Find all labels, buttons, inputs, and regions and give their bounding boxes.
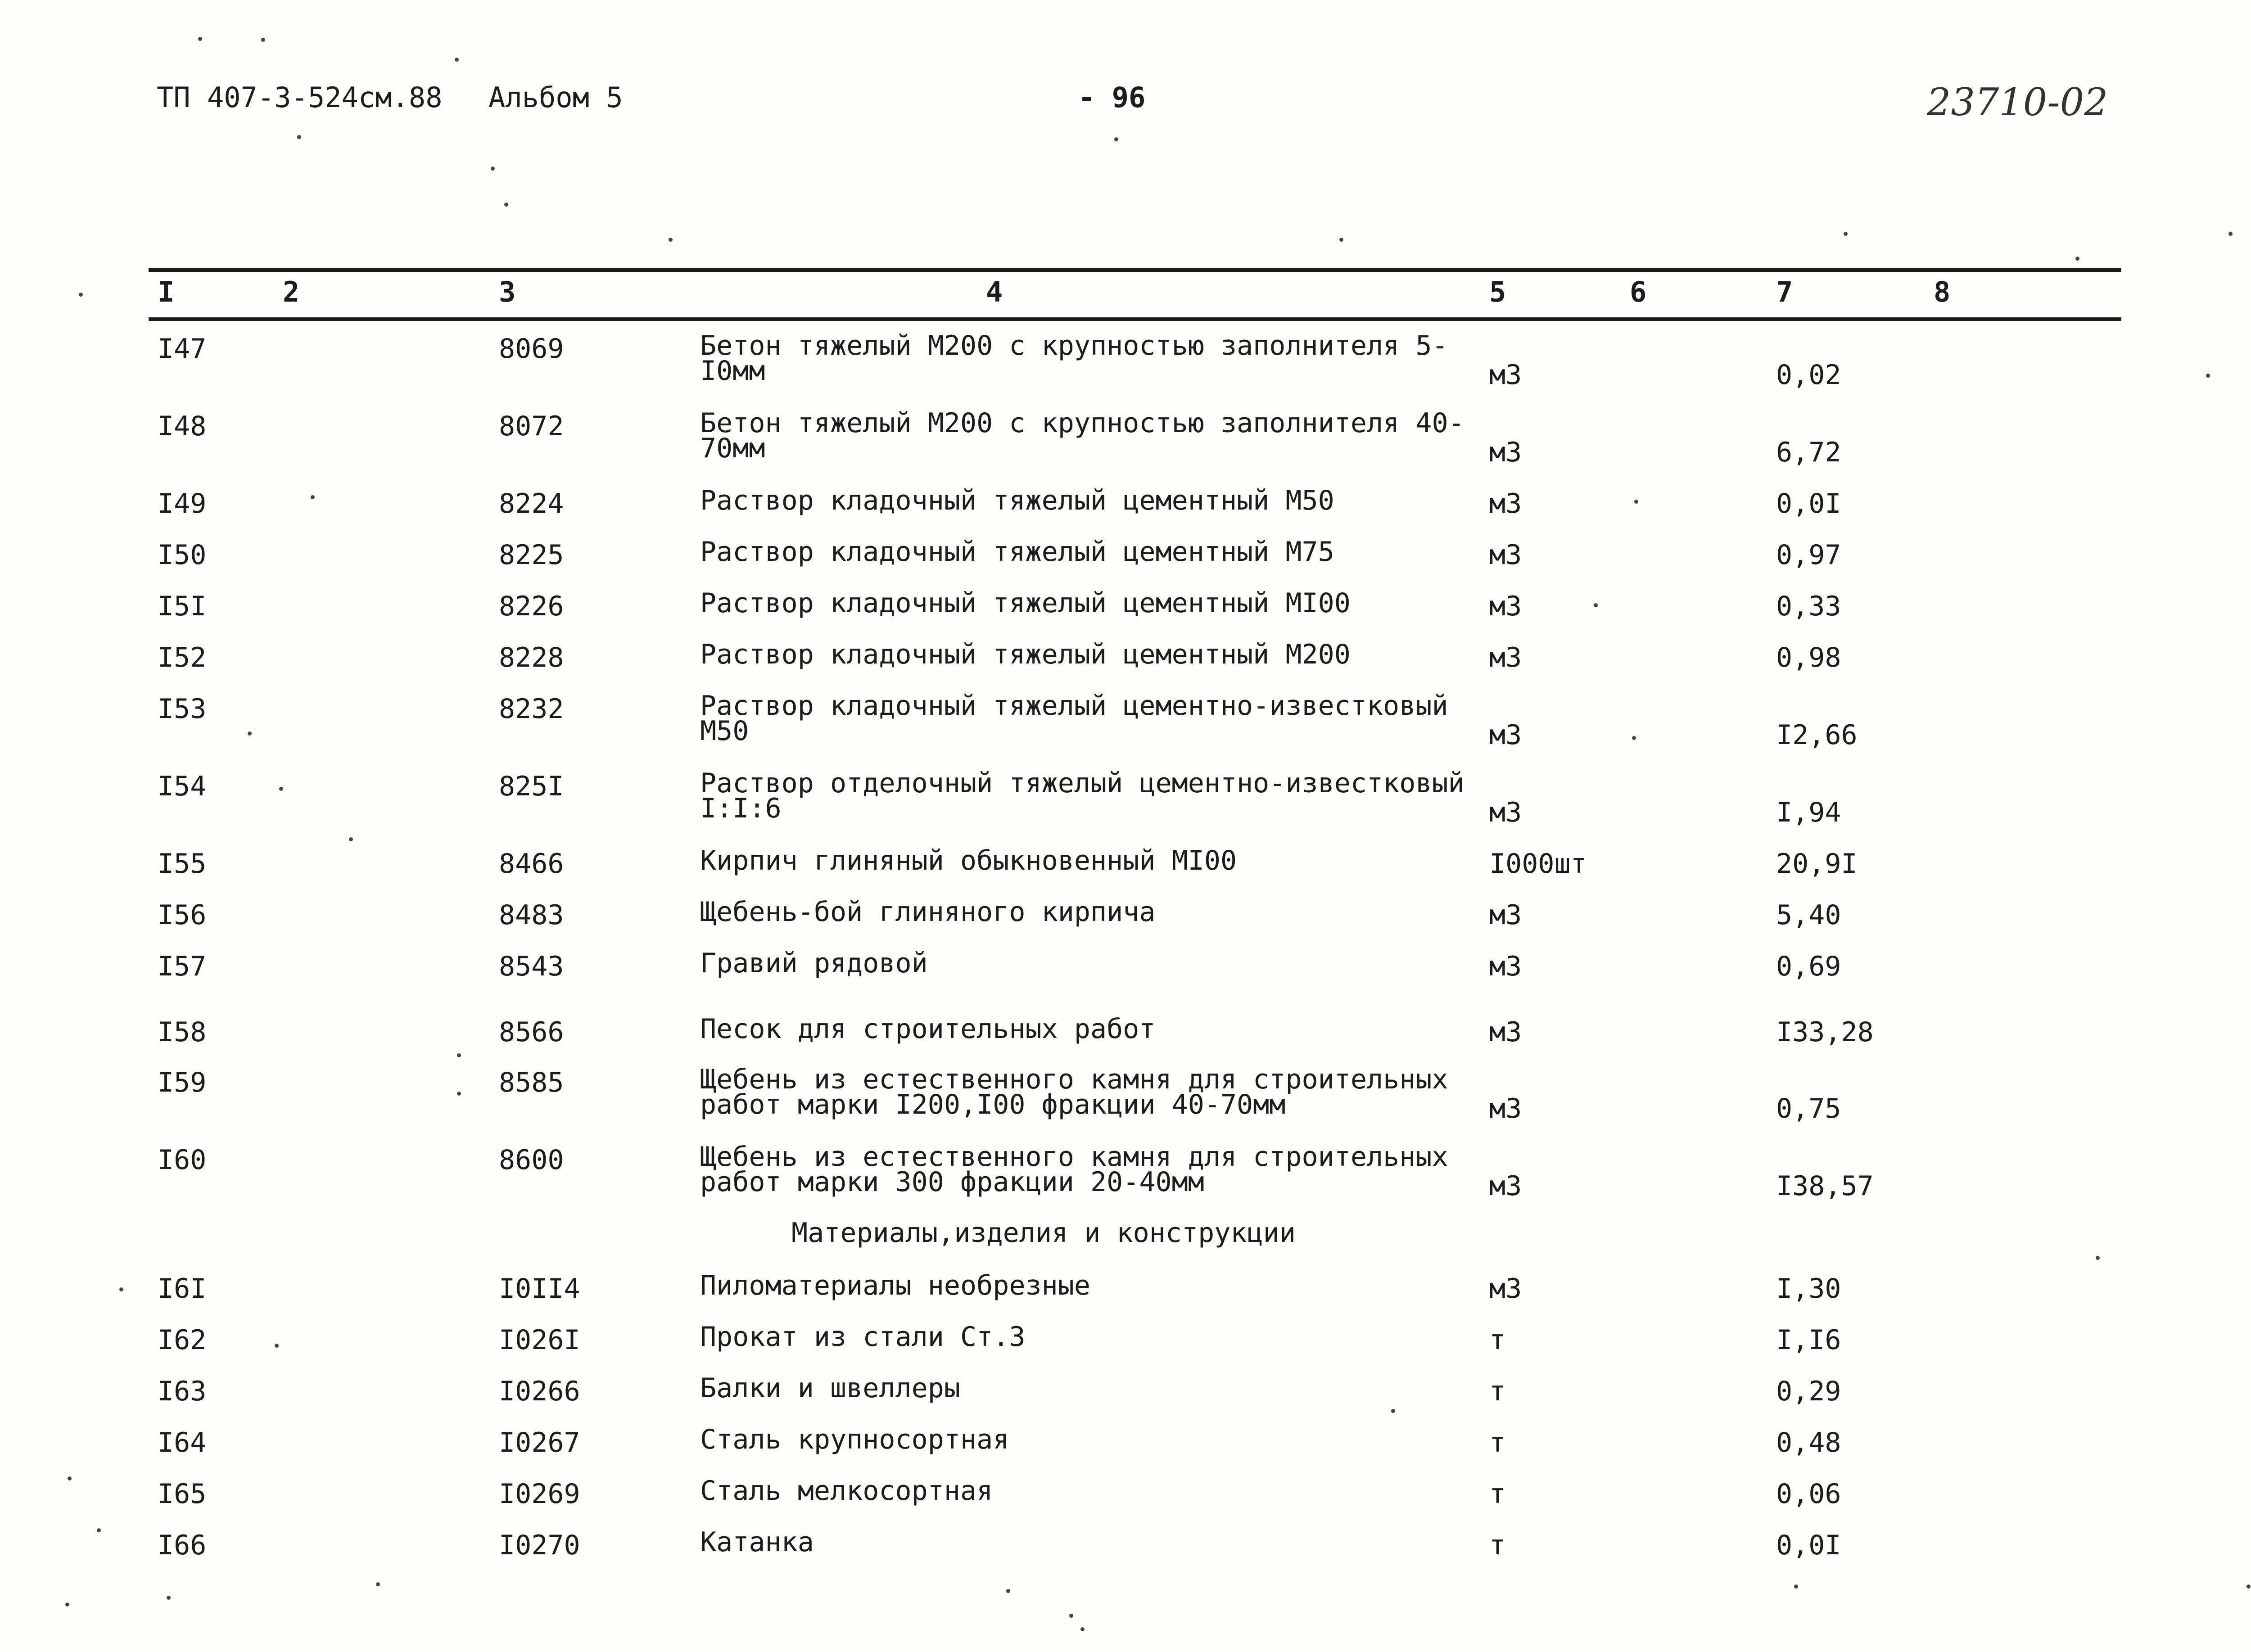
unit: т xyxy=(1489,1376,1506,1407)
resource-code: 825I xyxy=(499,771,564,802)
row-number: I60 xyxy=(158,1144,207,1176)
scan-speck xyxy=(279,787,283,791)
scan-speck xyxy=(167,1596,171,1600)
row-number: I6I xyxy=(158,1273,207,1304)
scan-speck xyxy=(65,1602,69,1607)
scan-speck xyxy=(504,203,508,207)
column-number: 8 xyxy=(1934,275,1951,308)
unit: м3 xyxy=(1489,719,1522,751)
resource-code: I0269 xyxy=(499,1478,580,1510)
unit: м3 xyxy=(1489,1016,1522,1048)
scan-speck xyxy=(1080,1627,1085,1631)
resource-name: Пиломатериалы необрезные xyxy=(700,1270,1090,1301)
page-number: - 96 xyxy=(1078,81,1146,114)
section-title: Материалы,изделия и конструкции xyxy=(791,1217,1296,1249)
row-number: I52 xyxy=(158,642,207,673)
quantity: I2,66 xyxy=(1776,719,1858,751)
resource-code: 8466 xyxy=(499,848,564,880)
row-number: I55 xyxy=(158,848,207,880)
resource-code: 8226 xyxy=(499,591,564,622)
unit: т xyxy=(1489,1427,1506,1458)
resource-code: 8228 xyxy=(499,642,564,673)
scan-speck xyxy=(1634,500,1638,504)
row-number: I59 xyxy=(158,1067,207,1098)
quantity: I33,28 xyxy=(1776,1016,1874,1048)
column-number: 5 xyxy=(1489,275,1506,308)
scan-speck xyxy=(1794,1584,1798,1589)
album-label: Альбом 5 xyxy=(488,81,623,114)
resource-code: 8225 xyxy=(499,539,564,571)
unit: м3 xyxy=(1489,591,1522,622)
resource-name: Песок для строительных работ xyxy=(700,1013,1156,1045)
unit: м3 xyxy=(1489,1170,1522,1202)
quantity: 0,0I xyxy=(1776,1530,1841,1561)
scan-speck xyxy=(457,1053,461,1057)
scan-speck xyxy=(1114,137,1118,141)
scan-speck xyxy=(491,167,495,171)
quantity: 0,98 xyxy=(1776,642,1841,673)
scan-speck xyxy=(376,1582,380,1586)
scan-speck xyxy=(1594,603,1598,607)
quantity: 0,06 xyxy=(1776,1478,1841,1510)
resource-name: Гравий рядовой xyxy=(700,948,928,979)
unit: м3 xyxy=(1489,488,1522,519)
row-number: I65 xyxy=(158,1478,207,1510)
column-number: 4 xyxy=(986,275,1003,308)
quantity: 6,72 xyxy=(1776,437,1841,468)
unit: м3 xyxy=(1489,899,1522,931)
row-number: I56 xyxy=(158,899,207,931)
resource-code: 8072 xyxy=(499,411,564,442)
row-number: I53 xyxy=(158,693,207,725)
row-number: I62 xyxy=(158,1324,207,1356)
resource-name: Раствор кладочный тяжелый цементный М75 xyxy=(700,536,1334,568)
scan-speck xyxy=(349,837,353,841)
resource-code: 8585 xyxy=(499,1067,564,1098)
unit: м3 xyxy=(1489,951,1522,982)
unit: т xyxy=(1489,1530,1506,1561)
quantity: I,94 xyxy=(1776,797,1841,828)
row-number: I64 xyxy=(158,1427,207,1458)
resource-code: I0266 xyxy=(499,1376,580,1407)
scan-speck xyxy=(97,1528,101,1532)
row-number: I50 xyxy=(158,539,207,571)
scan-speck xyxy=(68,1476,72,1480)
quantity: I38,57 xyxy=(1776,1170,1874,1202)
scan-speck xyxy=(2096,1256,2100,1260)
scan-speck xyxy=(2075,257,2079,261)
unit: т xyxy=(1489,1324,1506,1356)
column-number: I xyxy=(158,275,175,308)
row-number: I66 xyxy=(158,1530,207,1561)
row-number: I57 xyxy=(158,951,207,982)
resource-code: I0II4 xyxy=(499,1273,580,1304)
resource-code: 8232 xyxy=(499,693,564,725)
resource-code: 8600 xyxy=(499,1144,564,1176)
scan-speck xyxy=(2228,232,2233,236)
scan-speck xyxy=(2206,374,2210,378)
resource-name: Бетон тяжелый М200 с крупностью заполнителя 5-I0мм xyxy=(700,330,1448,387)
unit: м3 xyxy=(1489,642,1522,673)
unit: м3 xyxy=(1489,437,1522,468)
quantity: 0,02 xyxy=(1776,359,1841,391)
resource-name: Щебень из естественного камня для строительных работ марки 300 фракции 20-40мм xyxy=(700,1141,1448,1198)
unit: м3 xyxy=(1489,1273,1522,1304)
quantity: I,I6 xyxy=(1776,1324,1841,1356)
quantity: 0,48 xyxy=(1776,1427,1841,1458)
scan-speck xyxy=(455,58,459,62)
column-number: 3 xyxy=(499,275,516,308)
quantity: 0,97 xyxy=(1776,539,1841,571)
resource-code: 8224 xyxy=(499,488,564,519)
row-number: I54 xyxy=(158,771,207,802)
resource-name: Бетон тяжелый М200 с крупностью заполнителя 40-70мм xyxy=(700,407,1465,464)
unit: I000шт xyxy=(1489,848,1587,880)
inventory-number: 23710-02 xyxy=(1927,80,2108,124)
quantity: 0,33 xyxy=(1776,591,1841,622)
scan-speck xyxy=(198,37,202,41)
resource-name: Раствор кладочный тяжелый цементно-известковый М50 xyxy=(700,690,1448,747)
scan-speck xyxy=(311,495,315,499)
quantity: I,30 xyxy=(1776,1273,1841,1304)
scan-speck xyxy=(119,1287,123,1291)
resource-code: 8483 xyxy=(499,899,564,931)
unit: м3 xyxy=(1489,1093,1522,1124)
scan-speck xyxy=(1006,1589,1010,1593)
resource-name: Сталь крупносортная xyxy=(700,1424,1009,1455)
resource-name: Раствор кладочный тяжелый цементный М200 xyxy=(700,639,1351,670)
scan-speck xyxy=(261,38,265,42)
column-number: 7 xyxy=(1776,275,1793,308)
unit: т xyxy=(1489,1478,1506,1510)
resource-code: I026I xyxy=(499,1324,580,1356)
row-number: I63 xyxy=(158,1376,207,1407)
resource-name: Сталь мелкосортная xyxy=(700,1475,993,1507)
row-number: I5I xyxy=(158,591,207,622)
resource-code: I0267 xyxy=(499,1427,580,1458)
unit: м3 xyxy=(1489,797,1522,828)
scan-speck xyxy=(2246,1584,2251,1589)
scan-speck xyxy=(457,1092,461,1096)
unit: м3 xyxy=(1489,539,1522,571)
resource-name: Раствор кладочный тяжелый цементный М50 xyxy=(700,485,1334,516)
resource-name: Кирпич глиняный обыкновенный МI00 xyxy=(700,845,1237,876)
quantity: 0,75 xyxy=(1776,1093,1841,1124)
document-code: ТП 407-3-524см.88 xyxy=(157,81,443,114)
resource-name: Катанка xyxy=(700,1526,814,1558)
scan-speck xyxy=(248,731,252,736)
quantity: 0,69 xyxy=(1776,951,1841,982)
quantity: 5,40 xyxy=(1776,899,1841,931)
row-number: I58 xyxy=(158,1016,207,1048)
resource-name: Балки и швеллеры xyxy=(700,1372,960,1404)
scan-speck xyxy=(1339,238,1343,242)
column-number: 2 xyxy=(283,275,300,308)
row-number: I49 xyxy=(158,488,207,519)
scan-speck xyxy=(669,238,673,242)
row-number: I48 xyxy=(158,411,207,442)
resource-name: Раствор кладочный тяжелый цементный МI00 xyxy=(700,587,1351,619)
scan-speck xyxy=(79,293,83,297)
resource-name: Прокат из стали Ст.3 xyxy=(700,1321,1026,1353)
scan-speck xyxy=(1069,1614,1073,1618)
quantity: 20,9I xyxy=(1776,848,1858,880)
scan-speck xyxy=(275,1344,279,1348)
scan-speck xyxy=(1844,232,1848,236)
resource-name: Щебень-бой глиняного кирпича xyxy=(700,896,1156,928)
quantity: 0,0I xyxy=(1776,488,1841,519)
resource-code: 8069 xyxy=(499,333,564,365)
resource-code: 8543 xyxy=(499,951,564,982)
scan-speck xyxy=(1391,1409,1395,1413)
row-number: I47 xyxy=(158,333,207,365)
resource-name: Щебень из естественного камня для строительных работ марки I200,I00 фракции 40-70мм xyxy=(700,1064,1448,1120)
quantity: 0,29 xyxy=(1776,1376,1841,1407)
scan-speck xyxy=(1632,736,1636,740)
resource-code: I0270 xyxy=(499,1530,580,1561)
column-number: 6 xyxy=(1630,275,1647,308)
scan-speck xyxy=(297,135,301,139)
resource-name: Раствор отделочный тяжелый цементно-известковый I:I:6 xyxy=(700,767,1465,824)
resource-code: 8566 xyxy=(499,1016,564,1048)
unit: м3 xyxy=(1489,359,1522,391)
